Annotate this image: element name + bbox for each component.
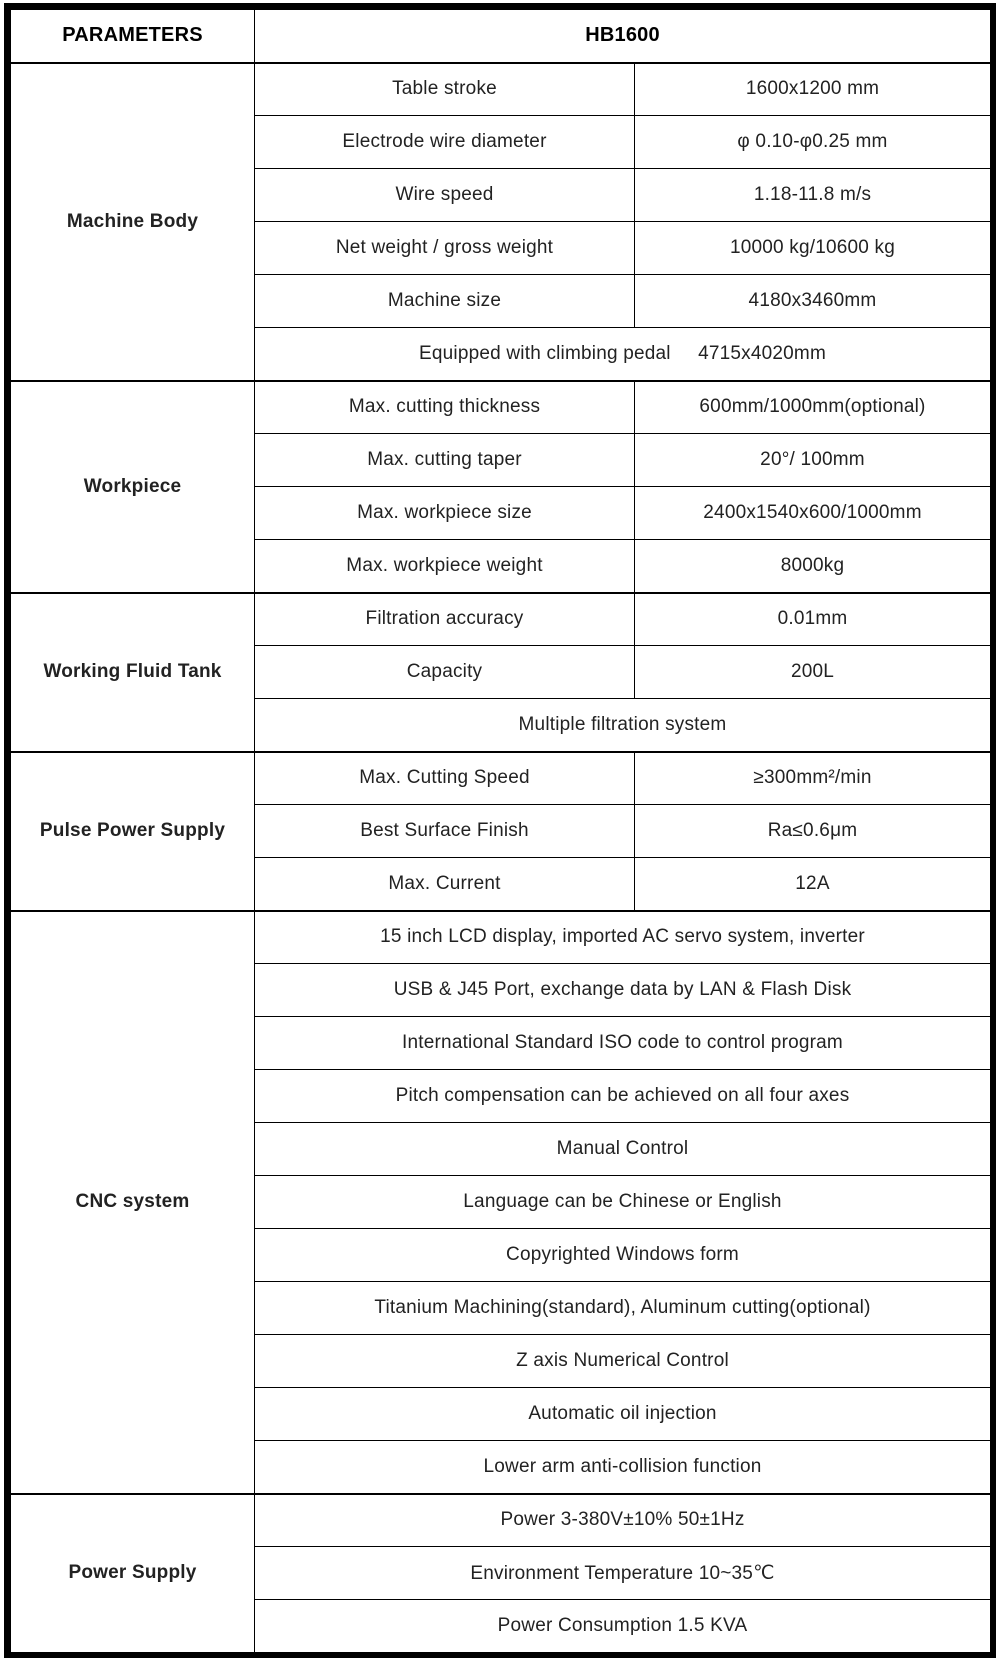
value-cell: 1600x1200 mm xyxy=(635,63,991,116)
value-cell: 4180x3460mm xyxy=(635,275,991,328)
header-model: HB1600 xyxy=(255,10,991,63)
param-cell: Best Surface Finish xyxy=(255,805,635,858)
fullspan-cell: Language can be Chinese or English xyxy=(255,1176,991,1229)
param-cell: Max. Cutting Speed xyxy=(255,752,635,805)
fullspan-cell: USB & J45 Port, exchange data by LAN & Flash Disk xyxy=(255,964,991,1017)
fullspan-cell: Titanium Machining(standard), Aluminum cutting(optional) xyxy=(255,1282,991,1335)
table-row xyxy=(11,752,991,805)
fullspan-cell: Multiple filtration system xyxy=(255,699,991,752)
fullspan-cell: International Standard ISO code to control program xyxy=(255,1017,991,1070)
value-cell: 200L xyxy=(635,646,991,699)
value-cell: 0.01mm xyxy=(635,593,991,646)
param-cell: Capacity xyxy=(255,646,635,699)
value-cell: 20°/ 100mm xyxy=(635,434,991,487)
param-cell: Max. Current xyxy=(255,858,635,911)
fullspan-cell: Equipped with climbing pedal 4715x4020mm xyxy=(255,328,991,381)
fullspan-cell: Pitch compensation can be achieved on all four axes xyxy=(255,1070,991,1123)
param-cell: Net weight / gross weight xyxy=(255,222,635,275)
header-row xyxy=(11,10,991,63)
table-row xyxy=(11,381,991,434)
header-parameters: PARAMETERS xyxy=(11,10,255,63)
table-row xyxy=(11,593,991,646)
param-cell: Electrode wire diameter xyxy=(255,116,635,169)
spec-table xyxy=(10,9,991,1653)
param-cell: Table stroke xyxy=(255,63,635,116)
param-cell: Max. cutting taper xyxy=(255,434,635,487)
value-cell: ≥300mm²/min xyxy=(635,752,991,805)
fullspan-cell: Copyrighted Windows form xyxy=(255,1229,991,1282)
fullspan-cell: 15 inch LCD display, imported AC servo system, inverter xyxy=(255,911,991,964)
fullspan-cell: Power 3-380V±10% 50±1Hz xyxy=(255,1494,991,1547)
value-cell: φ 0.10-φ0.25 mm xyxy=(635,116,991,169)
param-cell: Max. cutting thickness xyxy=(255,381,635,434)
section-label-working-fluid-tank: Working Fluid Tank xyxy=(11,593,255,752)
value-cell: 1.18-11.8 m/s xyxy=(635,169,991,222)
fullspan-cell: Environment Temperature 10~35℃ xyxy=(255,1547,991,1600)
fullspan-cell: Manual Control xyxy=(255,1123,991,1176)
fullspan-cell: Automatic oil injection xyxy=(255,1388,991,1441)
section-label-cnc-system: CNC system xyxy=(11,911,255,1494)
param-cell: Machine size xyxy=(255,275,635,328)
value-cell: 2400x1540x600/1000mm xyxy=(635,487,991,540)
section-label-machine-body: Machine Body xyxy=(11,63,255,381)
table-row xyxy=(11,911,991,964)
value-cell: Ra≤0.6μm xyxy=(635,805,991,858)
section-label-workpiece: Workpiece xyxy=(11,381,255,593)
section-label-pulse-power-supply: Pulse Power Supply xyxy=(11,752,255,911)
param-cell: Wire speed xyxy=(255,169,635,222)
fullspan-cell: Lower arm anti-collision function xyxy=(255,1441,991,1494)
param-cell: Max. workpiece size xyxy=(255,487,635,540)
fullspan-cell: Z axis Numerical Control xyxy=(255,1335,991,1388)
value-cell: 12A xyxy=(635,858,991,911)
section-label-power-supply: Power Supply xyxy=(11,1494,255,1653)
value-cell: 8000kg xyxy=(635,540,991,593)
param-cell: Filtration accuracy xyxy=(255,593,635,646)
table-row xyxy=(11,63,991,116)
table-frame xyxy=(4,3,996,1658)
param-cell: Max. workpiece weight xyxy=(255,540,635,593)
table-row xyxy=(11,1494,991,1547)
value-cell: 600mm/1000mm(optional) xyxy=(635,381,991,434)
fullspan-cell: Power Consumption 1.5 KVA xyxy=(255,1600,991,1653)
value-cell: 10000 kg/10600 kg xyxy=(635,222,991,275)
